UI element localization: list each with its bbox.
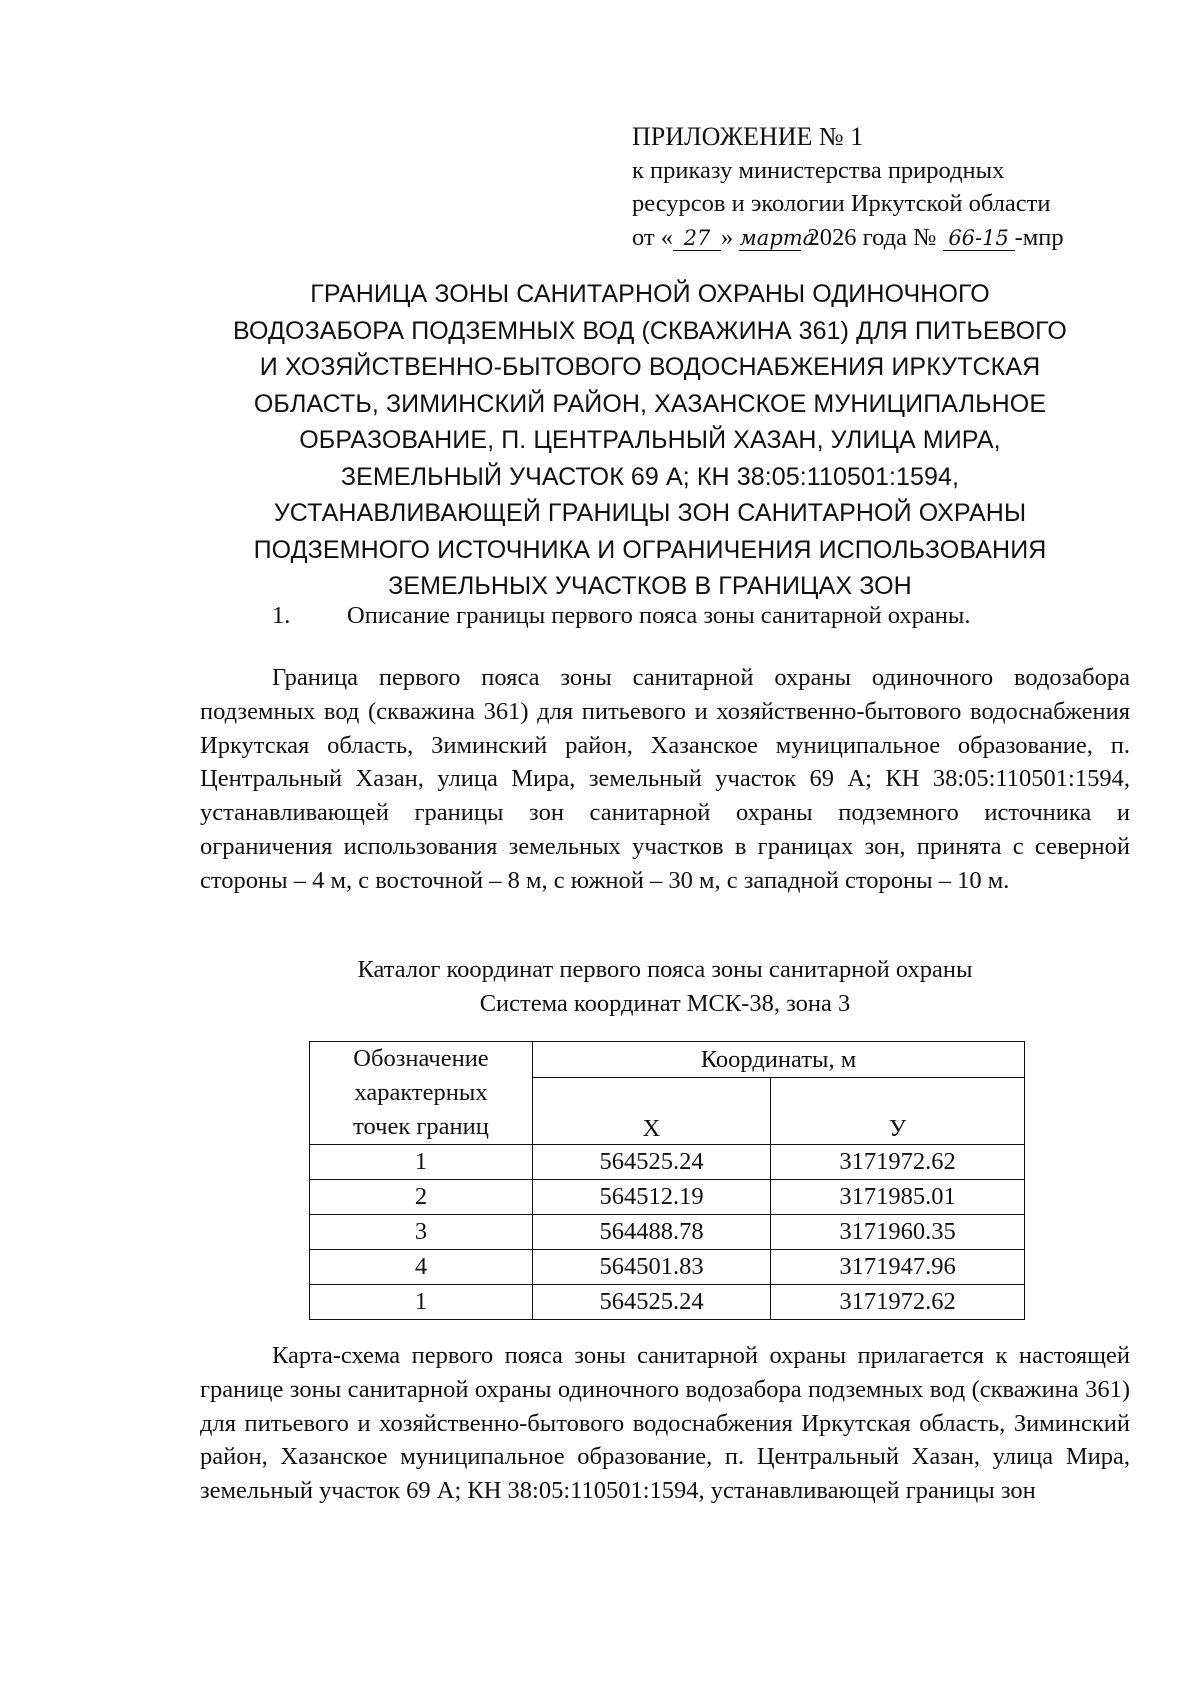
date-mid: »: [721, 223, 740, 251]
appendix-title: ПРИЛОЖЕНИЕ № 1: [632, 122, 864, 151]
catalog-caption: [200, 953, 1130, 1020]
y-cell: 3171960.35: [771, 1215, 1025, 1250]
paragraph-boundary-description: [200, 661, 1130, 898]
title-line: ЗЕМЕЛЬНЫХ УЧАСТКОВ В ГРАНИЦАХ ЗОН: [388, 572, 912, 600]
paragraph-text: Граница первого пояса зоны санитарной охраны одиночного водозабора подземных вод (скважина 361) для питьевого и хозяйственно-бытового водоснабжения Иркутская область, Зиминский район, Хазанское муниципальное образование, п. Центральный Хазан, улица Мира, земельный участок 69 А; КН 38:05:110501:1594, устанавливающей границы зон санитарной охраны подземного источника и ограничения использования земельных участков в границах зон, принята с северной стороны – 4 м, с восточной – 8 м, с южной – 30 м, с западной стороны – 10 м.: [200, 664, 1130, 894]
x-cell: 564525.24: [533, 1285, 771, 1320]
paragraph-text: Карта-схема первого пояса зоны санитарной охраны прилагается к настоящей границе зоны санитарной охраны одиночного водозабора подземных вод (скважина 361) для питьевого и хозяйственно-бытового водоснабжения Иркутская область, Зиминский район, Хазанское муниципальное образование, п. Центральный Хазан, улица Мира, земельный участок 69 А; КН 38:05:110501:1594, устанавливающей границы зон: [200, 1342, 1130, 1505]
appendix-block: [632, 120, 1152, 254]
y-cell: 3171947.96: [771, 1250, 1025, 1285]
title-line: ГРАНИЦА ЗОНЫ САНИТАРНОЙ ОХРАНЫ ОДИНОЧНОГО: [310, 280, 990, 308]
header-y: У: [771, 1078, 1025, 1145]
date-prefix: от «: [632, 223, 674, 251]
table-row: [310, 1180, 1025, 1215]
header-label-line: характерных: [354, 1079, 488, 1106]
y-cell: 3171972.62: [771, 1285, 1025, 1320]
title-line: УСТАНАВЛИВАЮЩЕЙ ГРАНИЦЫ ЗОН САНИТАРНОЙ ОХРАНЫ: [273, 499, 1027, 527]
x-cell: 564488.78: [533, 1215, 771, 1250]
table-row: [310, 1285, 1025, 1320]
coordinates-table: [309, 1041, 1025, 1320]
title-line: ВОДОЗАБОРА ПОДЗЕМНЫХ ВОД (СКВАЖИНА 361) ДЛЯ ПИТЬЕВОГО: [233, 316, 1067, 345]
point-cell: 1: [310, 1145, 533, 1180]
order-suffix: -мпр: [1014, 223, 1064, 251]
appendix-date-line: [632, 221, 1152, 255]
x-cell: 564525.24: [533, 1145, 771, 1180]
header-x: Х: [533, 1078, 771, 1145]
caption-line-1: Каталог координат первого пояса зоны санитарной охраны: [357, 956, 973, 983]
y-cell: 3171972.62: [771, 1145, 1025, 1180]
section-1-heading: [272, 599, 1172, 633]
header-point-label: [310, 1042, 533, 1145]
table-row: [310, 1215, 1025, 1250]
section-number: 1.: [272, 602, 291, 629]
date-month-handwritten: марта: [739, 225, 816, 250]
title-line: ЗЕМЕЛЬНЫЙ УЧАСТОК 69 А; КН 38:05:110501:1594,: [340, 462, 960, 491]
date-day-handwritten: 27: [673, 226, 721, 251]
document-title: [170, 276, 1130, 605]
paragraph-map-scheme: [200, 1339, 1130, 1508]
title-line: И ХОЗЯЙСТВЕННО-БЫТОВОГО ВОДОСНАБЖЕНИЯ ИРКУТСКАЯ: [259, 353, 1041, 381]
point-cell: 2: [310, 1180, 533, 1215]
point-cell: 4: [310, 1250, 533, 1285]
section-heading-text: Описание границы первого пояса зоны санитарной охраны.: [347, 602, 971, 629]
point-cell: 3: [310, 1215, 533, 1250]
title-line: ОБРАЗОВАНИЕ, П. ЦЕНТРАЛЬНЫЙ ХАЗАН, УЛИЦА МИРА,: [299, 426, 1001, 454]
appendix-line-3: ресурсов и экологии Иркутской области: [632, 190, 1051, 217]
caption-line-2: Система координат МСК-38, зона 3: [479, 989, 851, 1017]
x-cell: 564512.19: [533, 1180, 771, 1215]
title-line: ОБЛАСТЬ, ЗИМИНСКИЙ РАЙОН, ХАЗАНСКОЕ МУНИЦИПАЛЬНОЕ: [253, 389, 1047, 418]
table-row: [310, 1145, 1025, 1180]
x-cell: 564501.83: [533, 1250, 771, 1285]
appendix-line-2: к приказу министерства природных: [632, 156, 1005, 184]
title-line: ПОДЗЕМНОГО ИСТОЧНИКА И ОГРАНИЧЕНИЯ ИСПОЛЬЗОВАНИЯ: [253, 535, 1047, 564]
table-row: [310, 1250, 1025, 1285]
header-label-line: Обозначение: [353, 1045, 489, 1072]
order-number-handwritten: 66-15: [943, 226, 1015, 251]
date-year: 2026 года №: [801, 223, 943, 251]
header-coordinates: Координаты, м: [533, 1042, 1025, 1078]
y-cell: 3171985.01: [771, 1180, 1025, 1215]
header-label-line: точек границ: [353, 1113, 489, 1140]
point-cell: 1: [310, 1285, 533, 1320]
